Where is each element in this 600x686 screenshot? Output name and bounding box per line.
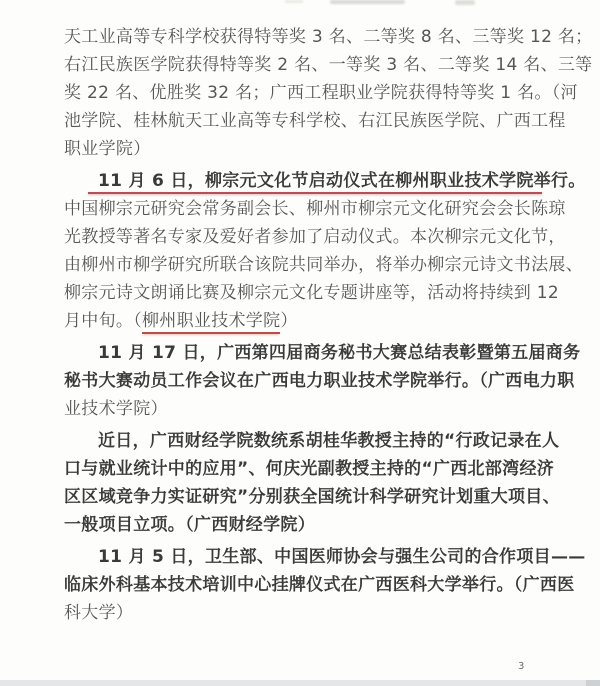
text-line: 业技术学院） bbox=[64, 399, 168, 419]
text-line: 奖 22 名、优胜奖 32 名；广西工程职业学院获得特等奖 1 名。（河 bbox=[64, 83, 578, 103]
text-line: 一般项目立项。（广西财经学院） bbox=[64, 515, 315, 535]
text-line: 科大学） bbox=[64, 603, 134, 623]
text-line: 中国柳宗元研究会常务副会长、柳州市柳宗元文化研究会会长陈琼 bbox=[64, 199, 566, 219]
text-line: 光教授等著名专家及爱好者参加了启动仪式。本次柳宗元文化节， bbox=[64, 227, 566, 247]
text-line: 临床外科基本技术培训中心挂牌仪式在广西医科大学举行。（广西医 bbox=[64, 575, 575, 595]
text-line: 右江民族医学院获得特等奖 2 名、一等奖 3 名、二等奖 14 名、三等 bbox=[64, 55, 593, 75]
paragraph bbox=[64, 23, 593, 163]
red-underline-annotation bbox=[88, 192, 542, 194]
page-number: 3 bbox=[518, 661, 525, 672]
text-line: 11 月 5 日，卫生部、中国医师协会与强生公司的合作项目—— bbox=[98, 547, 586, 567]
text-line: 口与就业统计中的应用”、何庆光副教授主持的“广西北部湾经济 bbox=[64, 459, 555, 479]
text-line: 池学院、桂林航天工业高等专科学校、右江民族医学院、广西工程 bbox=[64, 111, 566, 131]
text-line: 11 月 17 日，广西第四届商务秘书大赛总结表彰暨第五届商务 bbox=[98, 343, 581, 363]
text-line: 由柳州市柳学研究所联合该院共同举办，将举办柳宗元诗文书法展、 bbox=[64, 255, 583, 275]
scan-smudge bbox=[285, 0, 303, 3]
text-segment: 月中旬。（ bbox=[64, 311, 142, 331]
red-underlined-text: 柳州职业技术学院 bbox=[142, 311, 280, 334]
text-line: 11 月 6 日，柳宗元文化节启动仪式在柳州职业技术学院举行。 bbox=[64, 167, 546, 195]
text-line: 职业学院） bbox=[64, 139, 151, 159]
scan-smudge bbox=[455, 0, 475, 5]
paragraph bbox=[64, 167, 586, 335]
paragraph bbox=[64, 543, 586, 627]
text-line: 区区域竞争力实证研究”分别获全国统计科学研究计划重大项目、 bbox=[64, 487, 560, 507]
scan-edge-corner bbox=[586, 680, 600, 686]
paragraph bbox=[64, 339, 581, 423]
text-line: 天工业高等专科学校获得特等奖 3 名、二等奖 8 名、三等奖 12 名； bbox=[64, 27, 593, 47]
text-line: 柳宗元诗文朗诵比赛及柳宗元文化专题讲座等，活动将持续到 12 bbox=[64, 283, 560, 303]
scan-edge-strip bbox=[0, 680, 600, 686]
text-line bbox=[64, 307, 546, 335]
scan-smudge bbox=[330, 0, 405, 4]
text-segment: ） bbox=[280, 311, 298, 331]
document-text-block bbox=[64, 23, 593, 627]
text-line: 秘书大赛动员工作会议在广西电力职业技术学院举行。（广西电力职 bbox=[64, 371, 575, 391]
text-line: 近日，广西财经学院数统系胡桂华教授主持的“行政记录在人 bbox=[98, 431, 560, 451]
paragraph bbox=[64, 427, 560, 539]
